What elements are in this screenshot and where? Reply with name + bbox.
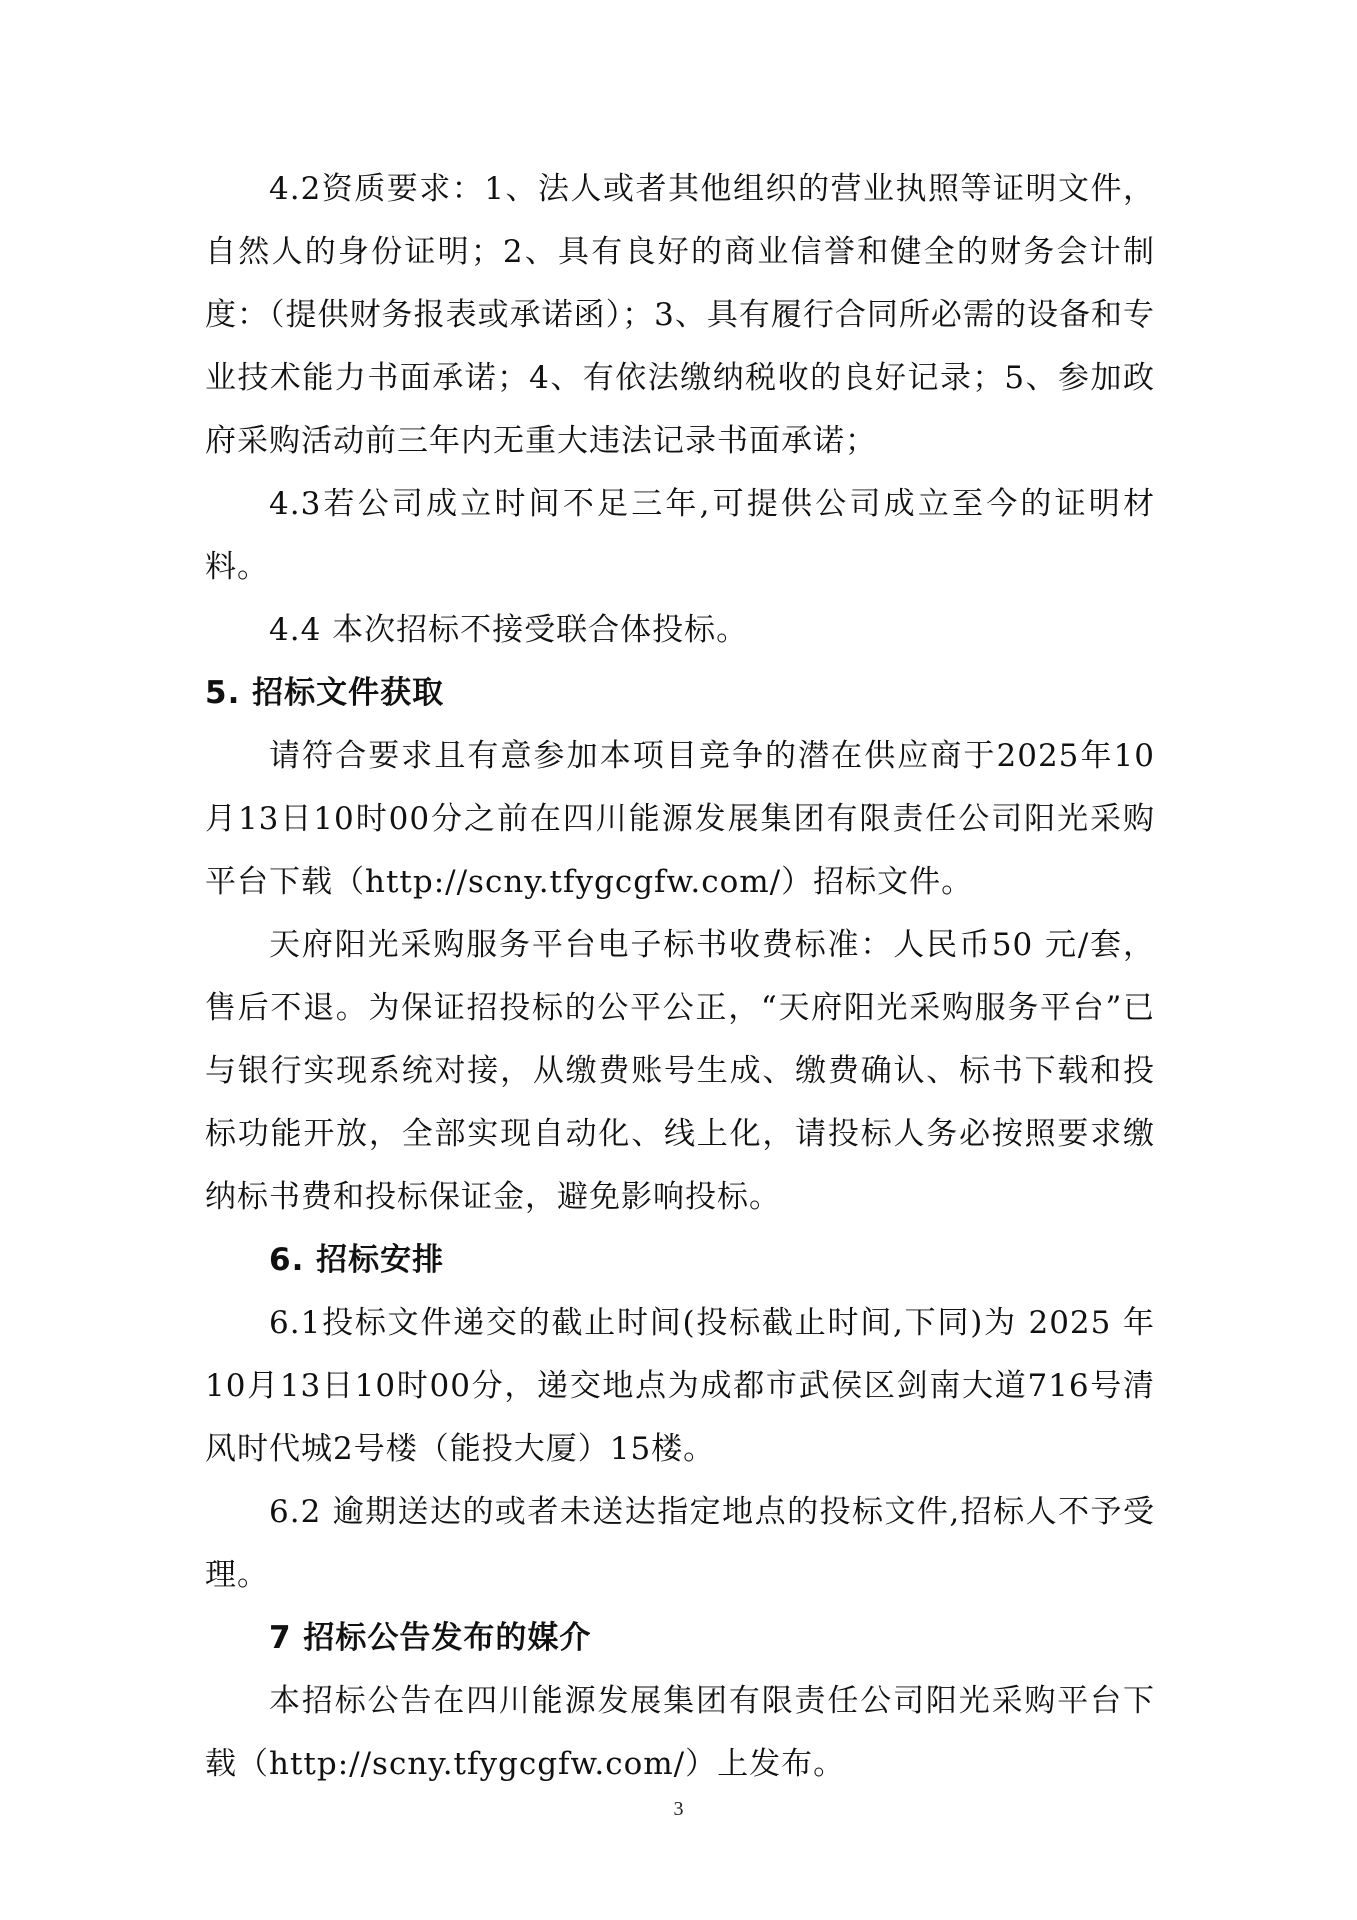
- paragraph-6-1: 6.1投标文件递交的截止时间(投标截止时间,下同)为 2025 年10月13日10时00分，递交地点为成都市武侯区剑南大道716号清风时代城2号楼（能投大厦）15楼。: [205, 1305, 1155, 1467]
- paragraph-4-2-qualification: 4.2资质要求：1、法人或者其他组织的营业执照等证明文件，自然人的身份证明；2、具有良好的商业信誉和健全的财务会计制度：（提供财务报表或承诺函）；3、具有履行合同所必需的设备和专业技术能力书面承诺；4、有依法缴纳税收的良好记录；5、参加政府采购活动前三年内无重大违法记录书面承诺；: [205, 171, 1155, 459]
- paragraph-5-fee: 天府阳光采购服务平台电子标书收费标准：人民币50 元/套，售后不退。为保证招投标的公平公正，“天府阳光采购服务平台”已与银行实现系统对接，从缴费账号生成、缴费确认、标书下载和投标功能开放，全部实现自动化、线上化，请投标人务必按照要求缴纳标书费和投标保证金，避免影响投标。: [205, 927, 1155, 1215]
- page-number: 3: [673, 1798, 684, 1820]
- heading-section-7: 7 招标公告发布的媒介: [269, 1620, 592, 1656]
- heading-section-6: 6. 招标安排: [269, 1242, 445, 1278]
- paragraph-5-download: 请符合要求且有意参加本项目竞争的潜在供应商于2025年10月13日10时00分之前在四川能源发展集团有限责任公司阳光采购平台下载（http://scny.tfygcgfw.com/）招标文件。: [205, 738, 1155, 900]
- paragraph-4-3: 4.3若公司成立时间不足三年,可提供公司成立至今的证明材料。: [205, 486, 1155, 585]
- paragraph-6-2: 6.2 逾期送达的或者未送达指定地点的投标文件,招标人不予受理。: [205, 1494, 1155, 1593]
- paragraph-7-media: 本招标公告在四川能源发展集团有限责任公司阳光采购平台下载（http://scny.tfygcgfw.com/）上发布。: [205, 1683, 1155, 1782]
- heading-section-5: 5. 招标文件获取: [205, 675, 445, 711]
- paragraph-4-4: 4.4 本次招标不接受联合体投标。: [269, 612, 749, 648]
- page-content: [205, 158, 1155, 1796]
